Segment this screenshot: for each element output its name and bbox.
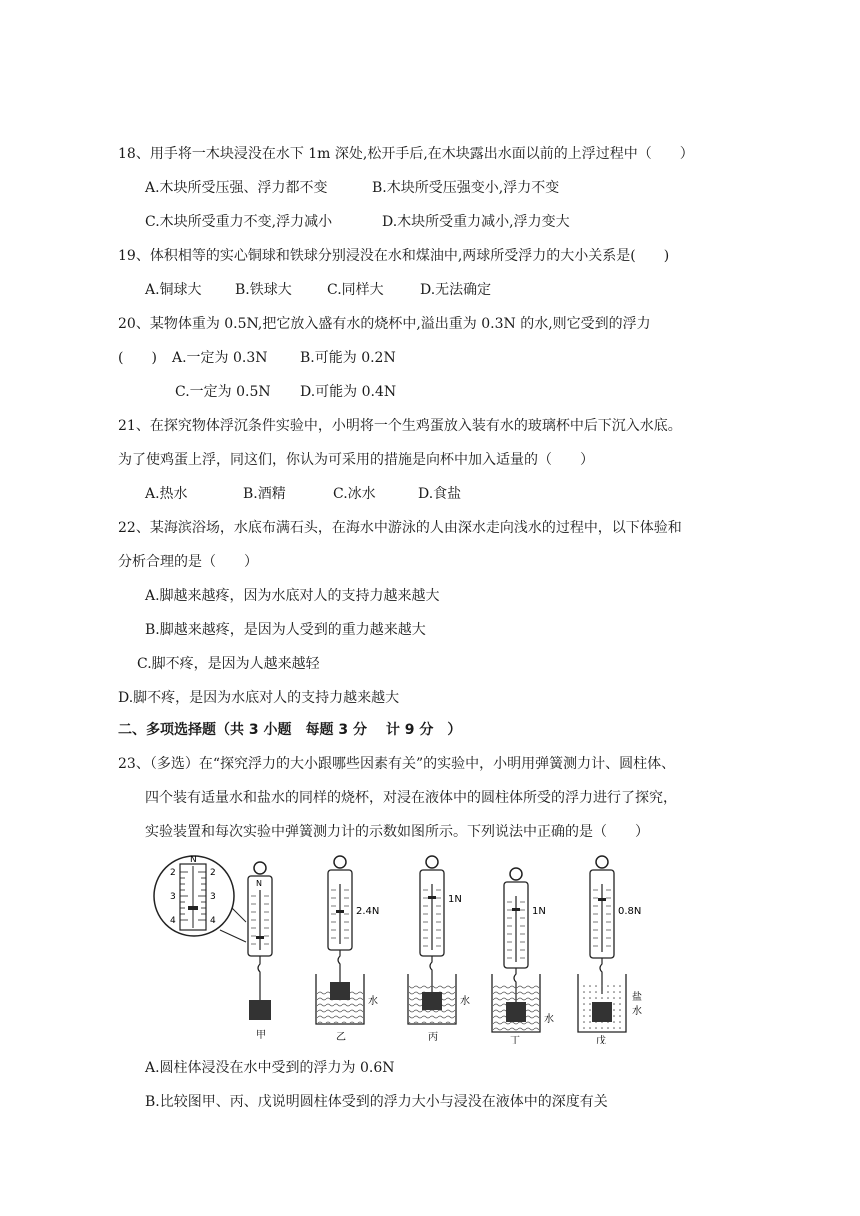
reading-yi: 2.4N	[356, 906, 380, 917]
q21-option-a: A.热水	[145, 486, 188, 502]
liquid-wu-2: 水	[632, 1006, 642, 1017]
q20-option-d: D.可能为 0.4N	[300, 384, 397, 400]
reading-wu: 0.8N	[618, 906, 642, 917]
setup-bing	[408, 856, 470, 1043]
q22-stem-line2: 分析合理的是（ ）	[118, 554, 258, 570]
liquid-yi: 水	[368, 996, 378, 1007]
q23-stem-line2: 四个装有适量水和盐水的同样的烧杯，对浸在液体中的圆柱体所受的浮力进行了探究，	[145, 790, 677, 806]
q18-option-d: D.木块所受重力减小,浮力变大	[382, 214, 570, 230]
setup-ding	[492, 868, 554, 1044]
q23-stem-line3: 实验装置和每次实验中弹簧测力计的示数如图所示。下列说法中正确的是（ ）	[145, 824, 649, 840]
q18-stem: 18、用手将一木块浸没在水下 1m 深处,松开手后,在木块露出水面以前的上浮过程中（ ）	[118, 146, 694, 162]
q22-option-a: A.脚越来越疼，因为水底对人的支持力越来越大	[145, 588, 440, 604]
magnified-scale	[154, 855, 246, 942]
q19-stem: 19、体积相等的实心铜球和铁球分别浸没在水和煤油中,两球所受浮力的大小关系是( )	[118, 248, 670, 264]
q21-option-c: C.冰水	[333, 486, 376, 502]
q21-stem-line1: 21、在探究物体浮沉条件实验中，小明将一个生鸡蛋放入装有水的玻璃杯中后下沉入水底。	[118, 418, 682, 434]
q19-option-b: B.铁球大	[235, 282, 292, 298]
setup-yi	[316, 856, 379, 1043]
scale-tick-2-right: 2	[210, 868, 216, 878]
q20-stem: 20、某物体重为 0.5N,把它放入盛有水的烧杯中,溢出重为 0.3N 的水,则它受到的浮力	[118, 316, 651, 332]
experiment-figure	[150, 852, 650, 1044]
q22-stem-line1: 22、某海滨浴场，水底布满石头，在海水中游泳的人由深水走向浅水的过程中，以下体验和	[118, 520, 682, 536]
scale-tick-2-left: 2	[170, 868, 176, 878]
scale-tick-3-left: 3	[170, 892, 176, 902]
spring-scale-diagram	[150, 852, 650, 1044]
liquid-bing: 水	[460, 996, 470, 1007]
label-wu: 戊	[596, 1036, 606, 1044]
q19-option-a: A.铜球大	[145, 282, 202, 298]
q22-option-b: B.脚越来越疼，是因为人受到的重力越来越大	[145, 622, 426, 638]
setup-wu	[578, 856, 642, 1044]
section-heading-multiple-choice: 二、多项选择题（共 3 小题 每题 3 分 计 9 分 ）	[118, 722, 462, 738]
q21-option-d: D.食盐	[418, 486, 462, 502]
q19-option-c: C.同样大	[327, 282, 384, 298]
q22-option-d: D.脚不疼，是因为水底对人的支持力越来越大	[118, 690, 400, 706]
scale-tick-4-right: 4	[210, 916, 216, 926]
q23-stem-line1: 23、（多选）在“探究浮力的大小跟哪些因素有关”的实验中，小明用弹簧测力计、圆柱体、	[118, 756, 676, 772]
q20-option-b: B.可能为 0.2N	[300, 350, 396, 366]
label-jia: 甲	[256, 1030, 266, 1041]
reading-bing: 1N	[448, 894, 462, 905]
scale-tick-4-left: 4	[170, 916, 176, 926]
reading-ding: 1N	[532, 906, 546, 917]
liquid-wu-1: 盐	[632, 992, 642, 1003]
label-bing: 丙	[428, 1032, 438, 1043]
q21-stem-line2: 为了使鸡蛋上浮，同这们，你认为可采用的措施是向杯中加入适量的（ ）	[118, 452, 594, 468]
scale-jia-unit: N	[256, 879, 262, 888]
label-yi: 乙	[336, 1032, 346, 1043]
q21-option-b: B.酒精	[243, 486, 286, 502]
setup-jia	[248, 862, 272, 1041]
scale-tick-3-right: 3	[210, 892, 216, 902]
q19-option-d: D.无法确定	[420, 282, 492, 298]
q23-option-a: A.圆柱体浸没在水中受到的浮力为 0.6N	[145, 1060, 395, 1076]
q18-option-b: B.木块所受压强变小,浮力不变	[372, 180, 560, 196]
q20-option-a: A.一定为 0.3N	[172, 350, 268, 366]
scale-unit-label: N	[190, 855, 197, 865]
q20-option-c: C.一定为 0.5N	[175, 384, 271, 400]
q18-option-a: A.木块所受压强、浮力都不变	[145, 180, 328, 196]
q23-option-b: B.比较图甲、丙、戊说明圆柱体受到的浮力大小与浸没在液体中的深度有关	[145, 1094, 608, 1110]
q22-option-c: C.脚不疼，是因为人越来越轻	[137, 656, 320, 672]
label-ding: 丁	[510, 1036, 520, 1044]
liquid-ding: 水	[544, 1014, 554, 1025]
q20-paren: ( )	[118, 350, 157, 366]
q18-option-c: C.木块所受重力不变,浮力减小	[145, 214, 333, 230]
